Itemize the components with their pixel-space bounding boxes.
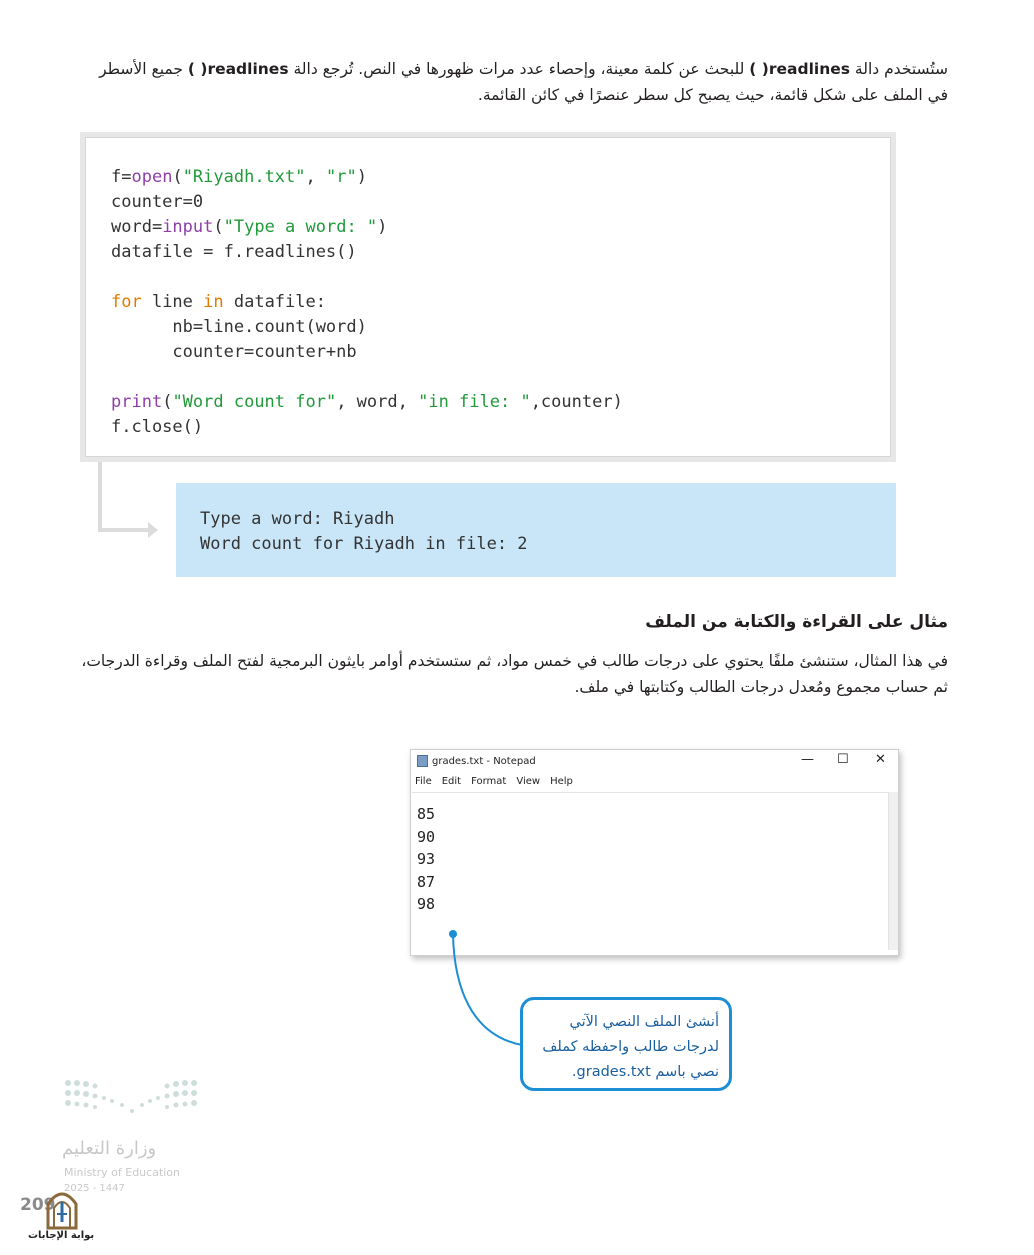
callout-box <box>520 997 732 1091</box>
callout-line-2: لدرجات طالب واحفظه كملف <box>542 1039 719 1055</box>
notepad-scrollbar[interactable] <box>888 792 898 950</box>
intro-fn-2: readlines( ) <box>187 60 289 78</box>
ministry-name-english: Ministry of Education <box>64 1166 181 1179</box>
section-paragraph: في هذا المثال، ستنشئ ملفًا يحتوي على درجات طالب في خمس مواد، ثم ستستخدم أوامر بايثون البرمجية لفتح الملف وقراءة الدرجات، ثم حساب مجموع ومُعدل درجات الطالب وكتابتها في ملف. <box>81 652 948 696</box>
intro-fn-1: readlines( ) <box>749 60 850 78</box>
answers-gate-logo-icon <box>42 1186 82 1230</box>
menu-format[interactable]: Format <box>471 776 507 787</box>
grade-line: 85 <box>417 805 436 823</box>
output-listing: Type a word: Riyadh Word count for Riyadh in file: 2 <box>200 509 528 554</box>
menu-file[interactable]: File <box>415 776 432 787</box>
section-heading: مثال على القراءة والكتابة من الملف <box>645 612 948 632</box>
intro-paragraph <box>78 56 948 108</box>
grade-line: 98 <box>417 895 436 914</box>
minimize-icon[interactable]: — <box>801 752 814 767</box>
output-arrow-icon <box>96 460 166 550</box>
notepad-titlebar <box>417 755 536 767</box>
intro-text-2: للبحث عن كلمة معينة، وإحصاء عدد مرات ظهورها في النص. تُرجع دالة <box>288 60 750 78</box>
answers-gate-label: بوابة الإجابات <box>28 1230 95 1241</box>
code-block <box>80 132 896 462</box>
ministry-logo-icon <box>62 1077 202 1127</box>
page-number: 209 <box>20 1195 56 1215</box>
intro-text-3: جميع الأسطر في الملف على شكل قائمة، حيث يصبح كل سطر عنصرًا في كائن القائمة. <box>99 60 948 104</box>
menu-help[interactable]: Help <box>550 776 573 787</box>
ministry-year: 2025 - 1447 <box>64 1183 125 1194</box>
menu-view[interactable]: View <box>516 776 541 787</box>
output-block <box>176 483 896 577</box>
grade-line: 90 <box>417 827 436 846</box>
callout-line-3: نصي باسم grades.txt. <box>571 1064 719 1080</box>
callout-text <box>529 1010 719 1085</box>
notepad-content <box>417 803 435 916</box>
grade-line: 87 <box>417 872 436 891</box>
notepad-menubar <box>415 776 573 787</box>
grade-line: 93 <box>417 850 436 869</box>
code-listing: f=open("Riyadh.txt", "r") counter=0 word=input("Type a word: ") datafile = f.readlines() for line in datafile: nb=line.count(word) counter=counter+nb print("Word count for", word, "in file: ",counter) f.close() <box>111 167 623 437</box>
callout-pointer-icon <box>440 925 530 1055</box>
menu-edit[interactable]: Edit <box>441 776 462 787</box>
callout-line-1: أنشئ الملف النصي الآتي <box>569 1014 719 1030</box>
close-icon[interactable]: ✕ <box>875 752 886 767</box>
notepad-app-icon <box>417 755 428 767</box>
ministry-name-arabic: وزارة التعليم <box>62 1138 157 1159</box>
maximize-icon[interactable]: ☐ <box>837 752 849 767</box>
notepad-title: grades.txt - Notepad <box>432 755 536 767</box>
intro-text-1: ستُستخدم دالة <box>849 60 948 78</box>
